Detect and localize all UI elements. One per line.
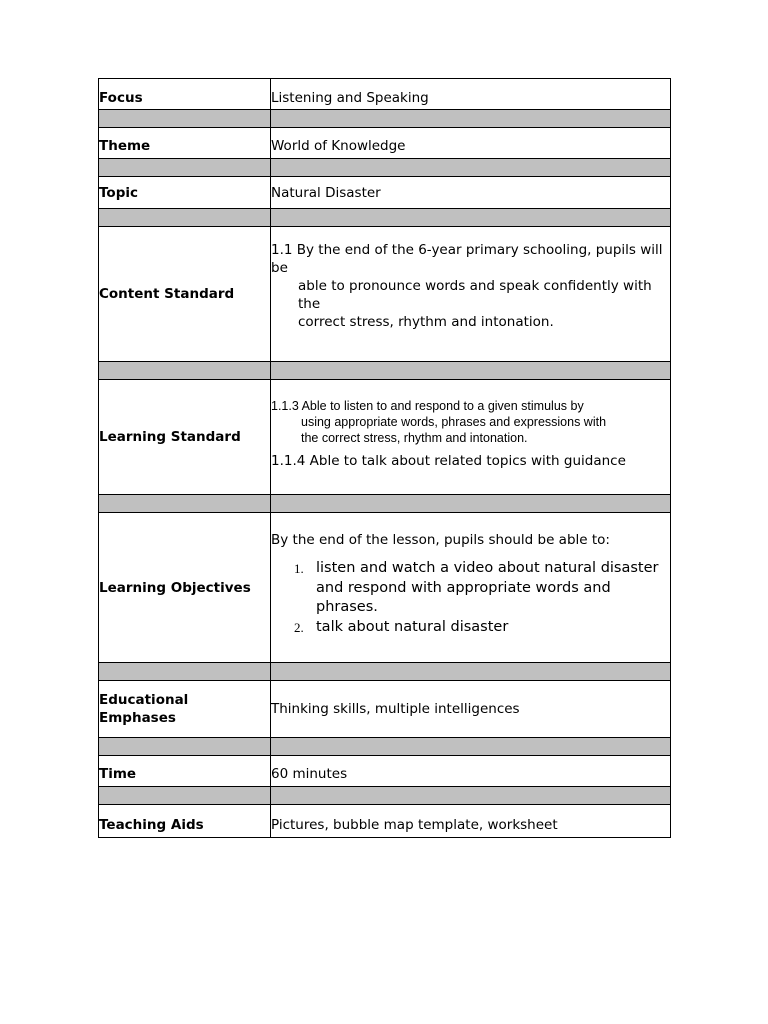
separator-row bbox=[99, 110, 671, 128]
learning-objectives-label: Learning Objectives bbox=[99, 513, 271, 663]
focus-value: Listening and Speaking bbox=[271, 79, 671, 110]
learning-standard-line: 1.1.4 Able to talk about related topics with guidance bbox=[271, 453, 626, 469]
content-standard-value bbox=[271, 227, 671, 362]
list-text: listen and watch a video about natural disaster and respond with appropriate words and phrases. bbox=[316, 560, 659, 615]
separator-row bbox=[99, 663, 671, 681]
separator-row bbox=[99, 787, 671, 805]
separator-row bbox=[99, 738, 671, 756]
row-learning-standard bbox=[99, 380, 671, 495]
list-text: talk about natural disaster bbox=[316, 618, 509, 635]
time-value: 60 minutes bbox=[271, 756, 671, 787]
row-content-standard bbox=[99, 227, 671, 362]
row-topic bbox=[99, 177, 671, 209]
content-standard-line: 1.1 By the end of the 6-year primary schooling, pupils will be bbox=[271, 242, 663, 276]
learning-standard-label: Learning Standard bbox=[99, 380, 271, 495]
row-time bbox=[99, 756, 671, 787]
objectives-list bbox=[271, 559, 670, 637]
row-educational-emphases bbox=[99, 681, 671, 738]
theme-label: Theme bbox=[99, 128, 271, 159]
content-standard-label: Content Standard bbox=[99, 227, 271, 362]
learning-standard-line: the correct stress, rhythm and intonation. bbox=[301, 431, 528, 445]
time-label: Time bbox=[99, 756, 271, 787]
lesson-plan-table bbox=[98, 78, 671, 838]
list-item bbox=[271, 618, 670, 638]
list-item bbox=[271, 559, 670, 618]
separator-row bbox=[99, 159, 671, 177]
topic-value: Natural Disaster bbox=[271, 177, 671, 209]
separator-row bbox=[99, 209, 671, 227]
row-teaching-aids bbox=[99, 805, 671, 838]
row-learning-objectives bbox=[99, 513, 671, 663]
learning-standard-line: 1.1.3 Able to listen to and respond to a given stimulus by bbox=[271, 399, 584, 413]
focus-label: Focus bbox=[99, 79, 271, 110]
learning-standard-value bbox=[271, 380, 671, 495]
content-standard-line: correct stress, rhythm and intonation. bbox=[298, 314, 554, 330]
educational-emphases-value: Thinking skills, multiple intelligences bbox=[271, 681, 671, 738]
row-focus bbox=[99, 79, 671, 110]
content-standard-line: able to pronounce words and speak confidently with the bbox=[298, 278, 652, 312]
row-theme bbox=[99, 128, 671, 159]
separator-row bbox=[99, 362, 671, 380]
theme-value: World of Knowledge bbox=[271, 128, 671, 159]
list-number: 2. bbox=[294, 619, 304, 635]
learning-objectives-value bbox=[271, 513, 671, 663]
topic-label: Topic bbox=[99, 177, 271, 209]
list-number: 1. bbox=[294, 561, 304, 576]
learning-standard-line: using appropriate words, phrases and expressions with bbox=[301, 415, 607, 429]
teaching-aids-value: Pictures, bubble map template, worksheet bbox=[271, 805, 671, 838]
educational-emphases-label: Educational Emphases bbox=[99, 681, 271, 738]
objectives-intro: By the end of the lesson, pupils should be able to: bbox=[271, 532, 610, 548]
separator-row bbox=[99, 495, 671, 513]
teaching-aids-label: Teaching Aids bbox=[99, 805, 271, 838]
